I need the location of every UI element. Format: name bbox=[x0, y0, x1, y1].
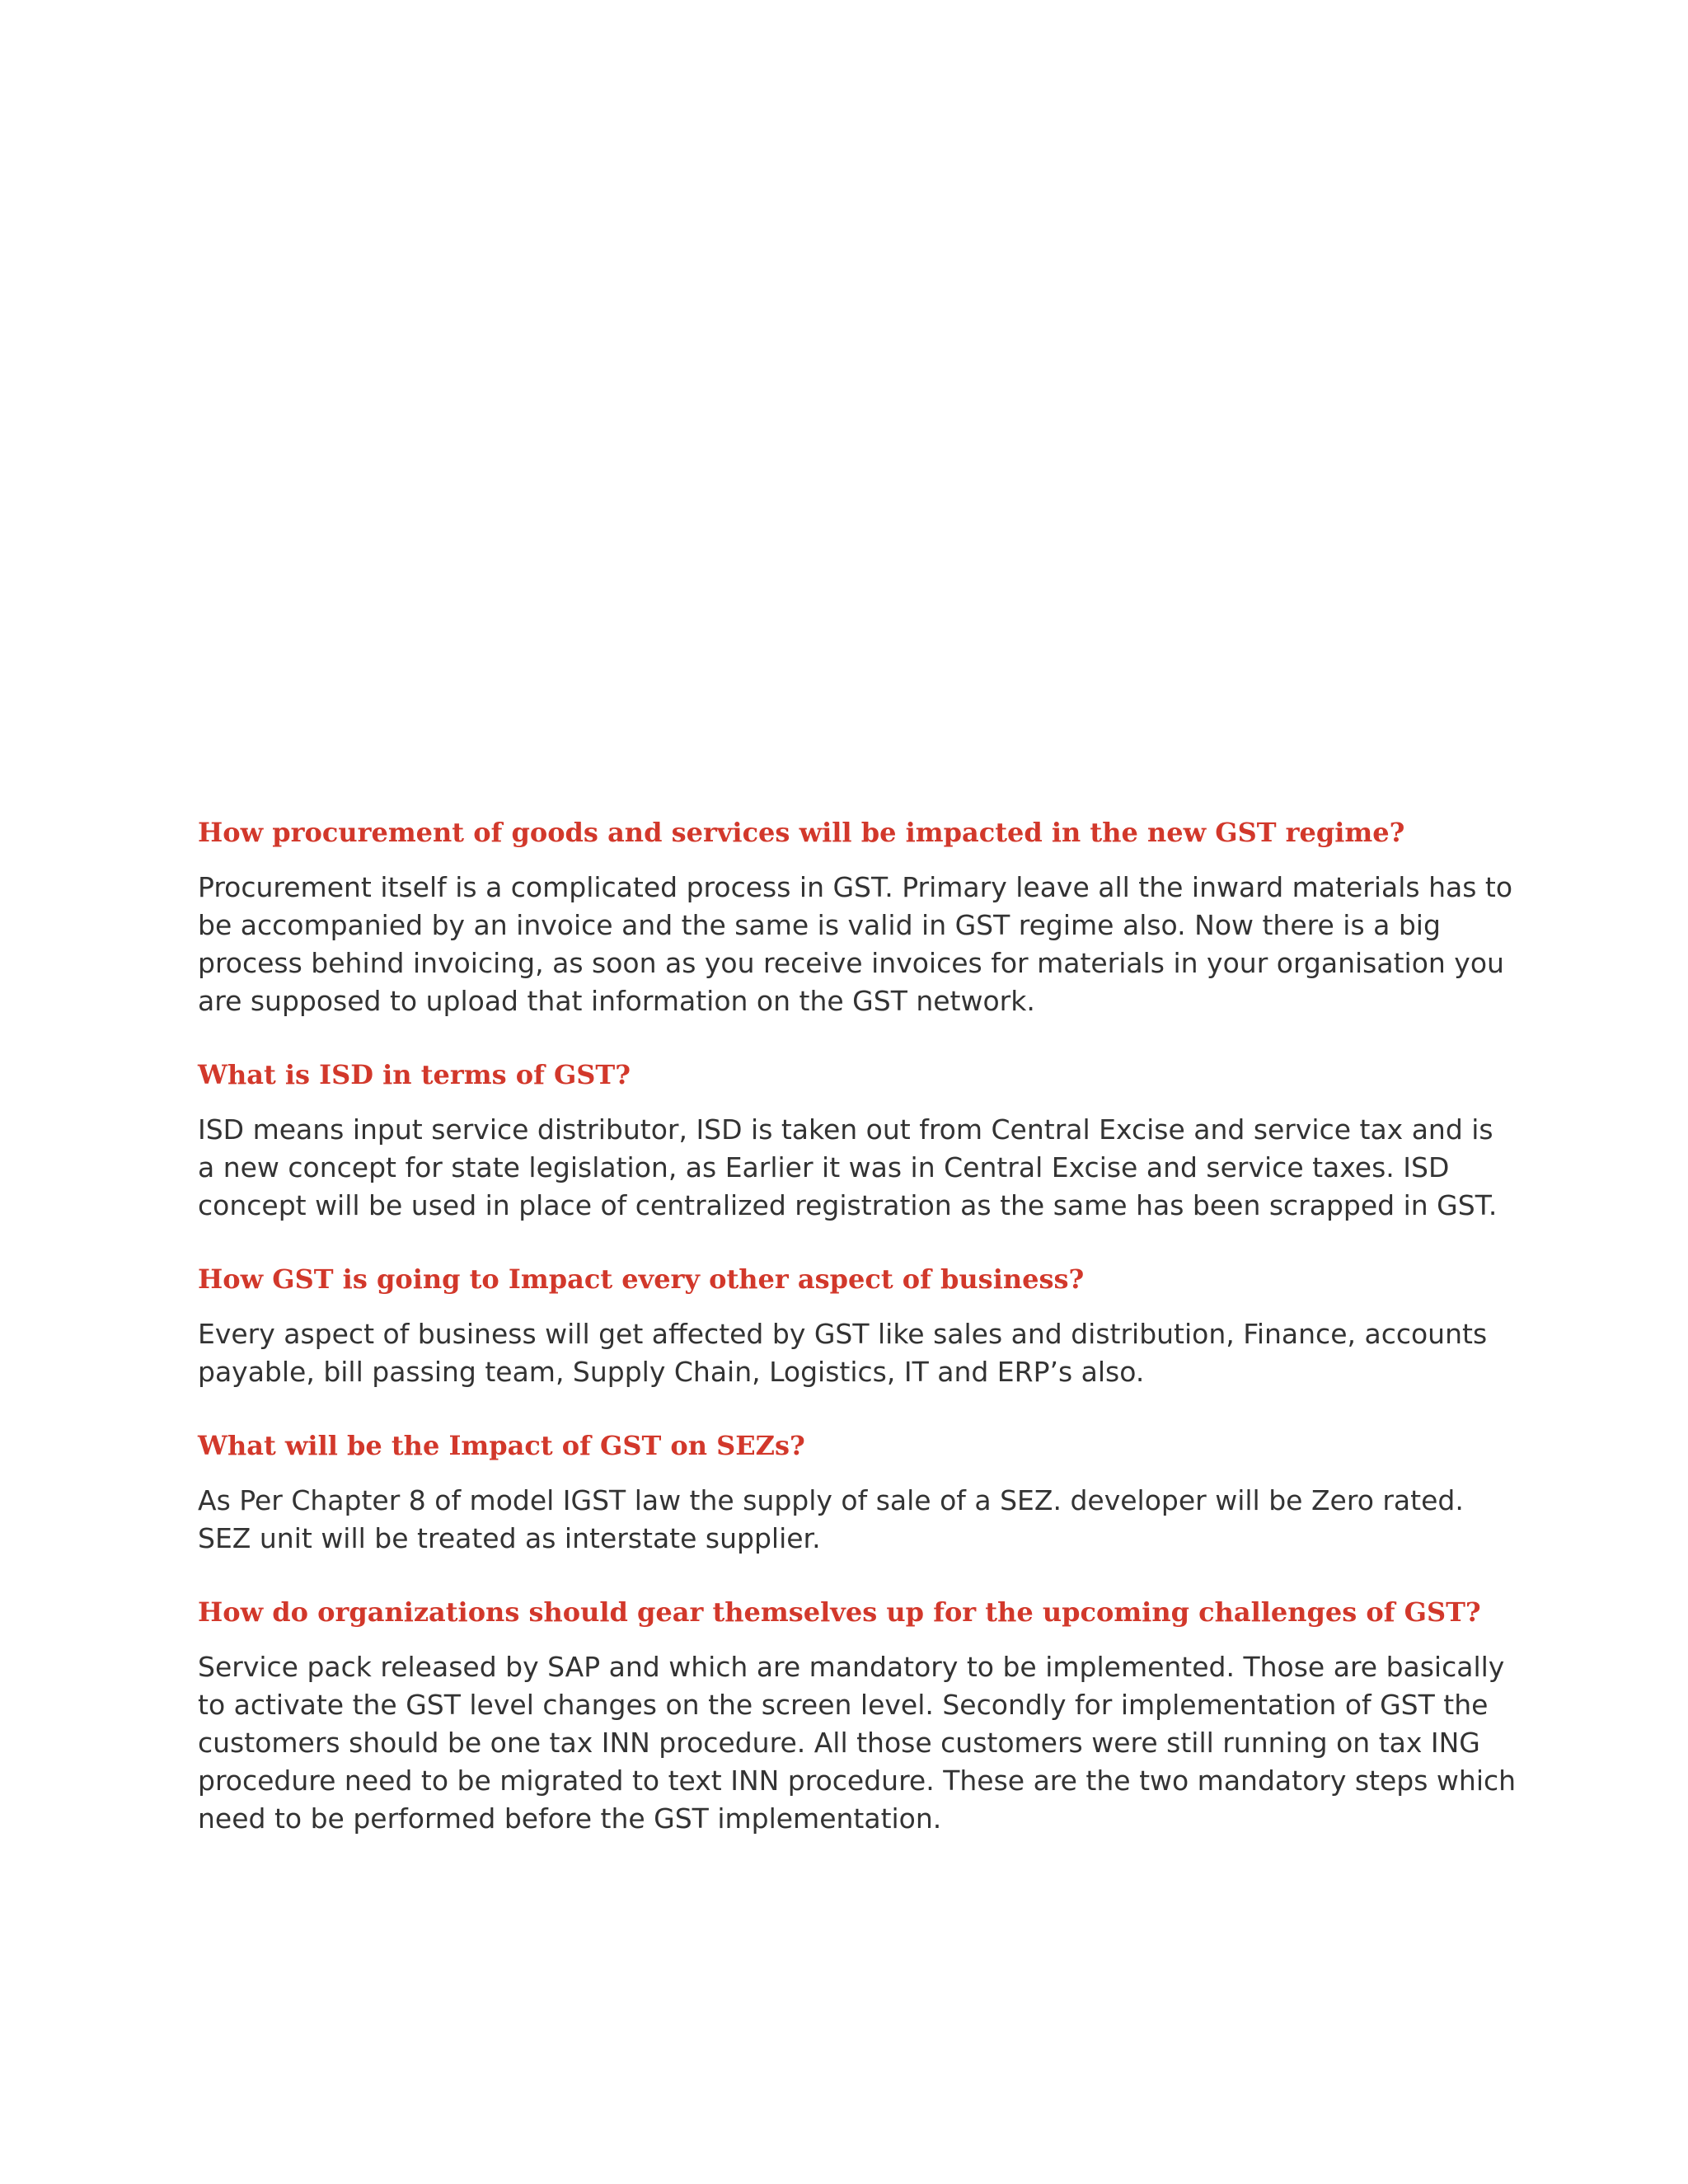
document-page bbox=[198, 816, 1517, 1876]
faq-section-isd bbox=[198, 1058, 1517, 1225]
question-heading: How procurement of goods and services will be impacted in the new GST regime? bbox=[198, 817, 1405, 848]
answer-paragraph: Procurement itself is a complicated process in GST. Primary leave all the inward materials has to be accompanied by an invoice and the same is valid in GST regime also. Now there is a big process behind invoicing, as soon as you receive invoices for materials in your organisation you are supposed to upload that information on the GST network. bbox=[198, 871, 1513, 1017]
answer-paragraph: ISD means input service distributor, ISD is taken out from Central Excise and service tax and is a new concept for state legislation, as Earlier it was in Central Excise and service taxes. ISD concept will be used in place of centralized registration as the same has been scrapped in GST. bbox=[198, 1113, 1498, 1221]
faq-section-organizations bbox=[198, 1596, 1517, 1838]
answer-paragraph: As Per Chapter 8 of model IGST law the supply of sale of a SEZ. developer will be Zero rated. SEZ unit will be treated as interstate supplier. bbox=[198, 1484, 1464, 1554]
question-heading: How GST is going to Impact every other aspect of business? bbox=[198, 1263, 1085, 1295]
question-heading: What is ISD in terms of GST? bbox=[198, 1059, 631, 1090]
answer-paragraph: Service pack released by SAP and which are mandatory to be implemented. Those are basically to activate the GST level changes on the screen level. Secondly for implementation of GST the customers should be one tax INN procedure. All those customers were still running on tax ING procedure need to be migrated to text INN procedure. These are the two mandatory steps which need to be performed before the GST implementation. bbox=[198, 1651, 1517, 1835]
faq-section-business-impact bbox=[198, 1263, 1517, 1391]
question-heading: What will be the Impact of GST on SEZs? bbox=[198, 1430, 805, 1461]
answer-paragraph: Every aspect of business will get affected by GST like sales and distribution, Finance, accounts payable, bill passing team, Supply Chain, Logistics, IT and ERP’s also. bbox=[198, 1318, 1488, 1388]
faq-section-sez bbox=[198, 1429, 1517, 1558]
faq-section-procurement bbox=[198, 816, 1517, 1020]
question-heading: How do organizations should gear themselves up for the upcoming challenges of GST? bbox=[198, 1596, 1481, 1628]
